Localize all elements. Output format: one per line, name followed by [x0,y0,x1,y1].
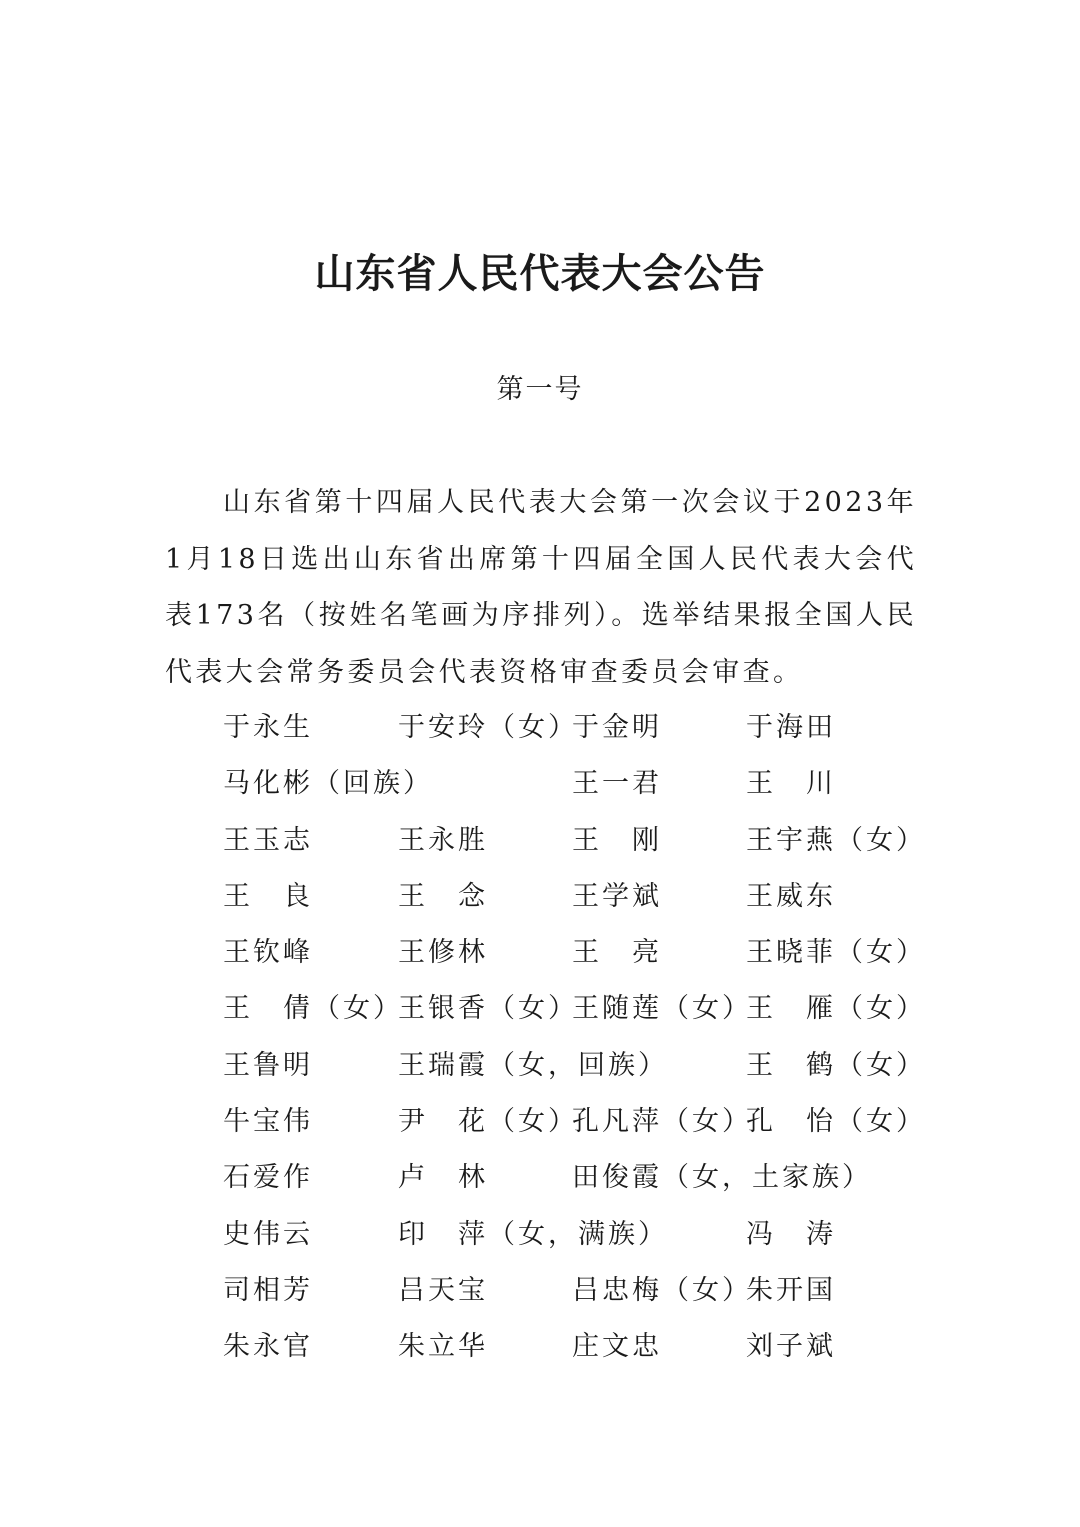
representative-name: 孔 怡（女） [746,1106,926,1138]
representative-name: 于安玲（女） [398,712,578,743]
representative-name: 王 良 [223,880,313,912]
representative-name: 王随莲（女） [572,993,752,1025]
name-row [223,1319,943,1375]
name-row [223,925,943,981]
name-row [223,1207,943,1263]
representative-name: 朱永官 [223,1331,313,1363]
name-row [223,1263,943,1319]
representative-name: 牛宝伟 [223,1106,313,1138]
body-paragraph: 山东省第十四届人民代表大会第一次会议于2023年1月18日选出山东省出席第十四届全国人民代表大会代表173名（按姓名笔画为序排列）。选举结果报全国人民代表大会常务委员会代表资格审查委员会审查。 [165,487,917,688]
representative-name: 王 川 [746,768,836,800]
representative-name: 王钦峰 [223,937,313,969]
name-row [223,700,943,756]
representative-name: 王 念 [398,880,488,912]
representative-name: 王晓菲（女） [746,937,926,969]
announcement-number: 第一号 [496,374,584,405]
representative-name: 王宇燕（女） [746,824,926,856]
representative-name: 吕天宝 [398,1274,488,1306]
name-row [223,869,943,925]
representative-name: 马化彬（回族） [223,768,433,800]
representative-name: 王 倩（女） [223,993,403,1025]
representative-name: 王修林 [398,937,488,969]
representative-name: 王玉志 [223,824,313,856]
representative-name: 王学斌 [572,880,662,912]
representative-name: 田俊霞（女，土家族） [572,1162,872,1194]
representative-name: 王 亮 [572,937,662,969]
representative-name: 王一君 [572,768,662,800]
representative-name: 王威东 [746,880,836,912]
representative-name: 卢 林 [398,1162,488,1194]
representative-name: 朱开国 [746,1274,836,1306]
name-row [223,1094,943,1150]
representative-name: 于永生 [223,712,313,743]
page-title: 山东省人民代表大会公告 [314,250,766,297]
representative-name: 王 鹤（女） [746,1049,926,1081]
representative-name: 王永胜 [398,824,488,856]
representative-name: 王银香（女） [398,993,578,1025]
representative-name: 庄文忠 [572,1331,662,1363]
representative-name: 于海田 [746,712,836,743]
representative-name: 王瑞霞（女，回族） [398,1049,668,1081]
representative-name: 印 萍（女，满族） [398,1218,668,1250]
representative-name: 刘子斌 [746,1331,836,1363]
representative-name: 于金明 [572,712,662,743]
representative-name-list [223,700,943,1376]
representative-name: 司相芳 [223,1274,313,1306]
representative-name: 王鲁明 [223,1049,313,1081]
representative-name: 王 雁（女） [746,993,926,1025]
name-row [223,981,943,1037]
representative-name: 尹 花（女） [398,1106,578,1138]
name-row [223,1150,943,1206]
name-row [223,1038,943,1094]
name-row [223,756,943,812]
representative-name: 孔凡萍（女） [572,1106,752,1138]
name-row [223,813,943,869]
representative-name: 吕忠梅（女） [572,1274,752,1306]
representative-name: 石爱作 [223,1162,313,1194]
representative-name: 王 刚 [572,824,662,856]
representative-name: 冯 涛 [746,1218,836,1250]
representative-name: 朱立华 [398,1331,488,1363]
representative-name: 史伟云 [223,1218,313,1250]
